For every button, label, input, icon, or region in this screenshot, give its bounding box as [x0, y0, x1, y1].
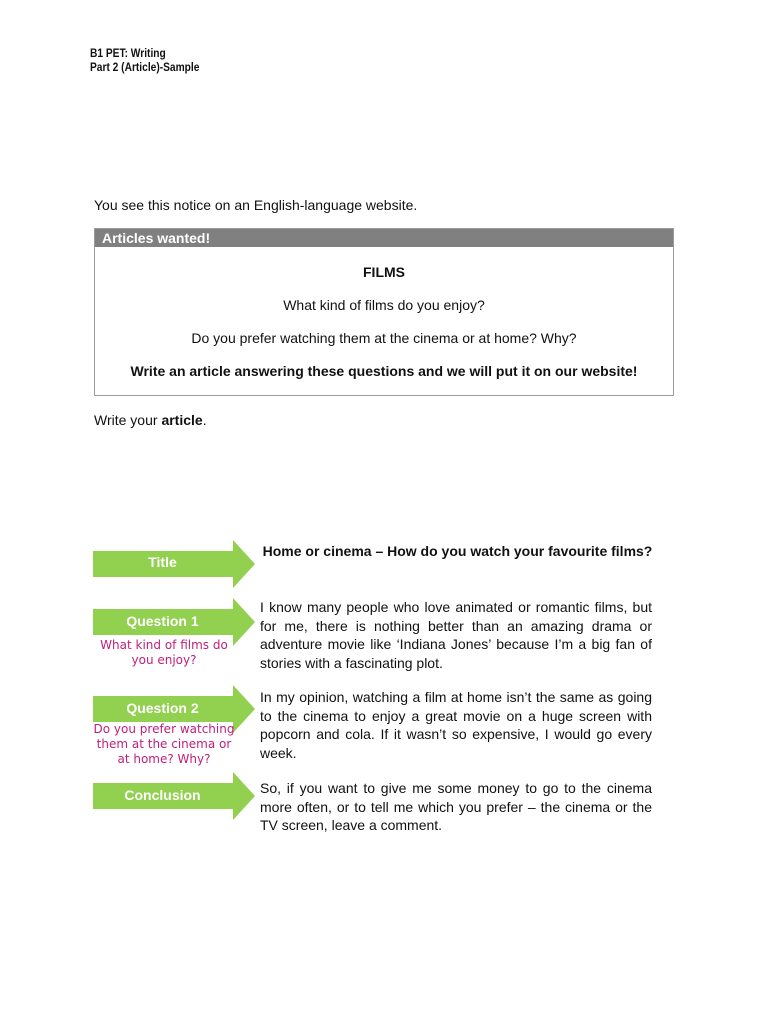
article-paragraph-3: So, if you want to give me some money to go to the cinema more often, or to tell me which you prefer – the cinema or the TV screen, leave a comment.	[260, 780, 652, 833]
question-1-subtitle: What kind of films do you enjoy?	[100, 638, 228, 667]
label-question-1: Question 1	[126, 613, 199, 629]
article-paragraph-2: In my opinion, watching a film at home isn’t the same as going to the cinema to enjoy a great movie on a huge screen with popcorn and cola. If it wasn’t so expensive, I would go every week.	[260, 689, 652, 761]
write-prefix: Write your	[94, 412, 162, 428]
notice-bar: Articles wanted!	[95, 229, 673, 247]
header-line-1: B1 PET: Writing	[90, 46, 166, 60]
task-intro: You see this notice on an English-language website.	[94, 197, 418, 213]
sample-article	[90, 530, 655, 840]
label-conclusion: Conclusion	[124, 787, 201, 803]
article-title: Home or cinema – How do you watch your favourite films?	[262, 543, 653, 559]
article-paragraph-1: I know many people who love animated or romantic films, but for me, there is nothing better than an amazing drama or adventure movie like ‘Indiana Jones’ because I’m a big fan of stories with a fascinating plot.	[260, 599, 652, 671]
write-instruction	[94, 412, 207, 428]
write-bold: article	[161, 412, 203, 428]
page-header	[90, 46, 199, 74]
label-question-2: Question 2	[126, 700, 199, 716]
notice-body	[95, 264, 673, 379]
header-line-2: Part 2 (Article)-Sample	[90, 60, 200, 74]
notice-question-2: Do you prefer watching them at the cinema or at home? Why?	[191, 330, 577, 346]
notice-instruction: Write an article answering these questions and we will put it on our website!	[130, 363, 638, 379]
notice-box	[94, 228, 674, 396]
write-suffix: .	[202, 412, 207, 428]
question-2-subtitle: Do you prefer watching them at the cinema or at home? Why?	[93, 722, 235, 766]
notice-question-1: What kind of films do you enjoy?	[283, 297, 485, 313]
notice-title: FILMS	[363, 264, 405, 280]
label-title: Title	[148, 554, 177, 570]
